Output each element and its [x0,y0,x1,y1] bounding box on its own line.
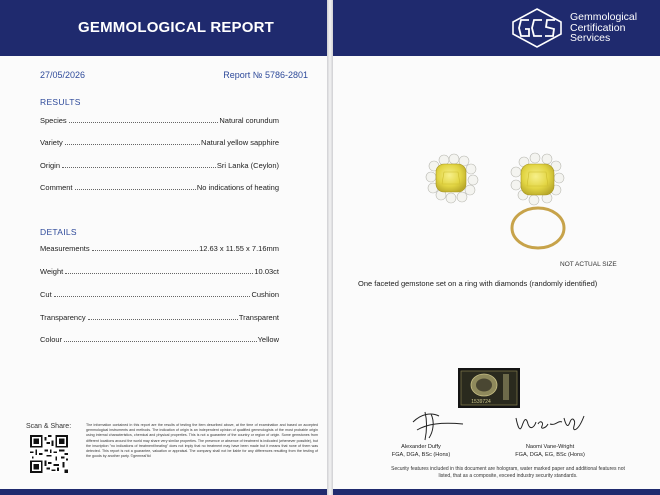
leader-dots [62,167,216,168]
disclaimer-text: The information contained in this report are the results of testing the item described above, at the time of examination and based on accepted gemmological instruments and methods. The indication of origin is an independent opinion of qualified gemmologists of the most probable origin using internal characteristics, chemical and physical properties. This is not a guarantee of the country or region of origin. Some gemstones from different locations around the world may share very similar properties. The presence or absence of treatment is indicated (whenever possible), but the inscription "no indications of treatment/heating" does not imply that no treatment may have been made but it means that none of them was detected. This report is not a guarantee, valuation or appraisal. The company shall not be liable for any differences resulting from the testing of the goods by another party. ©gemreal'ltd [86,423,318,459]
results-row [40,135,279,147]
row-label: Cut [40,290,52,299]
details-row [40,310,279,322]
leader-dots [75,189,196,190]
signatory-qualifications-1: FGA, DGA, BSc (Hons) [391,452,451,458]
row-label: Transparency [40,313,86,322]
hologram-code: 1539724 [471,399,491,405]
row-label: Weight [40,267,64,276]
signatory-qualifications-2: FGA, DGA, EG, BSc (Hons) [515,452,585,458]
row-value: Natural corundum [219,116,279,125]
signatory-name-2: Naomi Vane-Wright [525,444,575,450]
details-row [40,241,279,253]
signature-vane-wright [512,408,588,442]
gemstone-ring-photo [420,150,590,255]
results-row [40,113,279,125]
leader-dots [54,296,251,297]
details-heading: DETAILS [40,227,77,237]
details-row [40,332,279,344]
item-description: One faceted gemstone set on a ring with diamonds (randomly identified) [358,279,598,288]
details-row [40,264,279,276]
row-value: 12.63 x 11.55 x 7.16mm [199,244,279,253]
leader-dots [65,273,253,274]
report-number: Report № 5786-2801 [223,70,308,80]
report-title: GEMMOLOGICAL REPORT [78,19,275,36]
row-value: Natural yellow sapphire [201,138,279,147]
signature-duffy [405,408,467,442]
row-value: Yellow [257,335,279,344]
row-label: Colour [40,335,63,344]
results-row [40,180,279,192]
leader-dots [88,319,238,320]
results-heading: RESULTS [40,97,81,107]
results-row [40,158,279,170]
logo-line-1: Gemmological [570,11,638,23]
row-value: No indications of heating [196,183,279,192]
signatory-name-1: Alexander Duffy [401,444,441,450]
row-value: Transparent [238,313,279,322]
leader-dots [92,250,198,251]
row-label: Comment [40,183,73,192]
gcs-logo-icon [511,8,563,48]
hologram-icon [458,368,520,408]
leader-dots [64,341,257,342]
row-label: Variety [40,138,63,147]
logo-wordmark [570,12,637,44]
scan-share-label: Scan & Share: [26,423,72,430]
leader-dots [69,122,219,123]
logo-line-2: Certification [570,21,626,34]
row-value: 10.03ct [254,267,279,276]
row-label: Measurements [40,244,90,253]
row-value: Cushion [251,290,279,299]
leader-dots [65,144,200,145]
row-label: Species [40,116,67,125]
scale-note: NOT ACTUAL SIZE [560,261,617,268]
details-row [40,287,279,299]
ring-top-view [426,154,478,203]
logo-line-3: Services [570,32,611,44]
report-date: 27/05/2026 [40,70,86,80]
security-note: Security features included in this document are hologram, water marked paper and additional features not listed, that as a composite, exceed industry security standards. [391,466,625,479]
ring-side-view [511,153,564,248]
row-label: Origin [40,161,61,170]
row-value: Sri Lanka (Ceylon) [216,161,279,170]
page-gutter [327,0,333,495]
qr-code-icon[interactable] [30,435,68,473]
